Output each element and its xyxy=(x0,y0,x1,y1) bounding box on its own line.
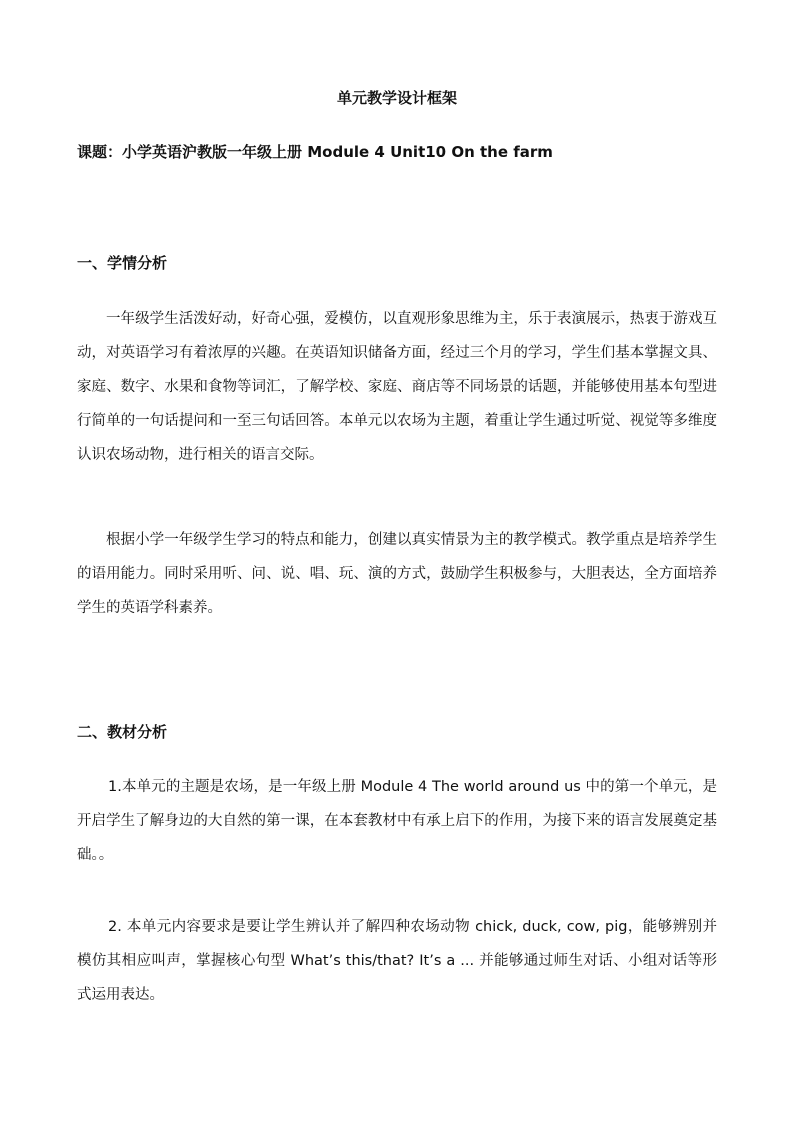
lesson-subject: 课题：小学英语沪教版一年级上册 Module 4 Unit10 On the farm xyxy=(77,143,553,161)
section-heading-learner-analysis: 一、学情分析 xyxy=(77,254,168,272)
learner-analysis-paragraph-1: 一年级学生活泼好动，好奇心强，爱模仿，以直观形象思维为主，乐于表演展示，热衷于游戏互动，对英语学习有着浓厚的兴趣。在英语知识储备方面，经过三个月的学习，学生们基本掌握文具、家庭、数字、水果和食物等词汇，了解学校、家庭、商店等不同场景的话题，并能够使用基本句型进行简单的一句话提问和一至三句话回答。本单元以农场为主题，着重让学生通过听觉、视觉等多维度认识农场动物，进行相关的语言交际。 xyxy=(77,311,717,463)
section-heading-material-analysis: 二、教材分析 xyxy=(77,723,168,741)
learner-analysis-paragraph-2: 根据小学一年级学生学习的特点和能力，创建以真实情景为主的教学模式。教学重点是培养学生的语用能力。同时采用听、问、说、唱、玩、演的方式，鼓励学生积极参与，大胆表达，全方面培养学生的英语学科素养。 xyxy=(77,532,717,616)
document-title: 单元教学设计框架 xyxy=(336,89,457,107)
material-analysis-point-2: 2. 本单元内容要求是要让学生辨认并了解四种农场动物 chick, duck, cow, pig，能够辨别并模仿其相应叫声，掌握核心句型 What’s this/that? It’s a ... 并能够通过师生对话、小组对话等形式运用表达。 xyxy=(77,919,717,1003)
material-analysis-point-1: 1.本单元的主题是农场，是一年级上册 Module 4 The world around us 中的第一个单元，是开启学生了解身边的大自然的第一课，在本套教材中有承上启下的作用，为接下来的语言发展奠定基础。。 xyxy=(77,779,717,863)
